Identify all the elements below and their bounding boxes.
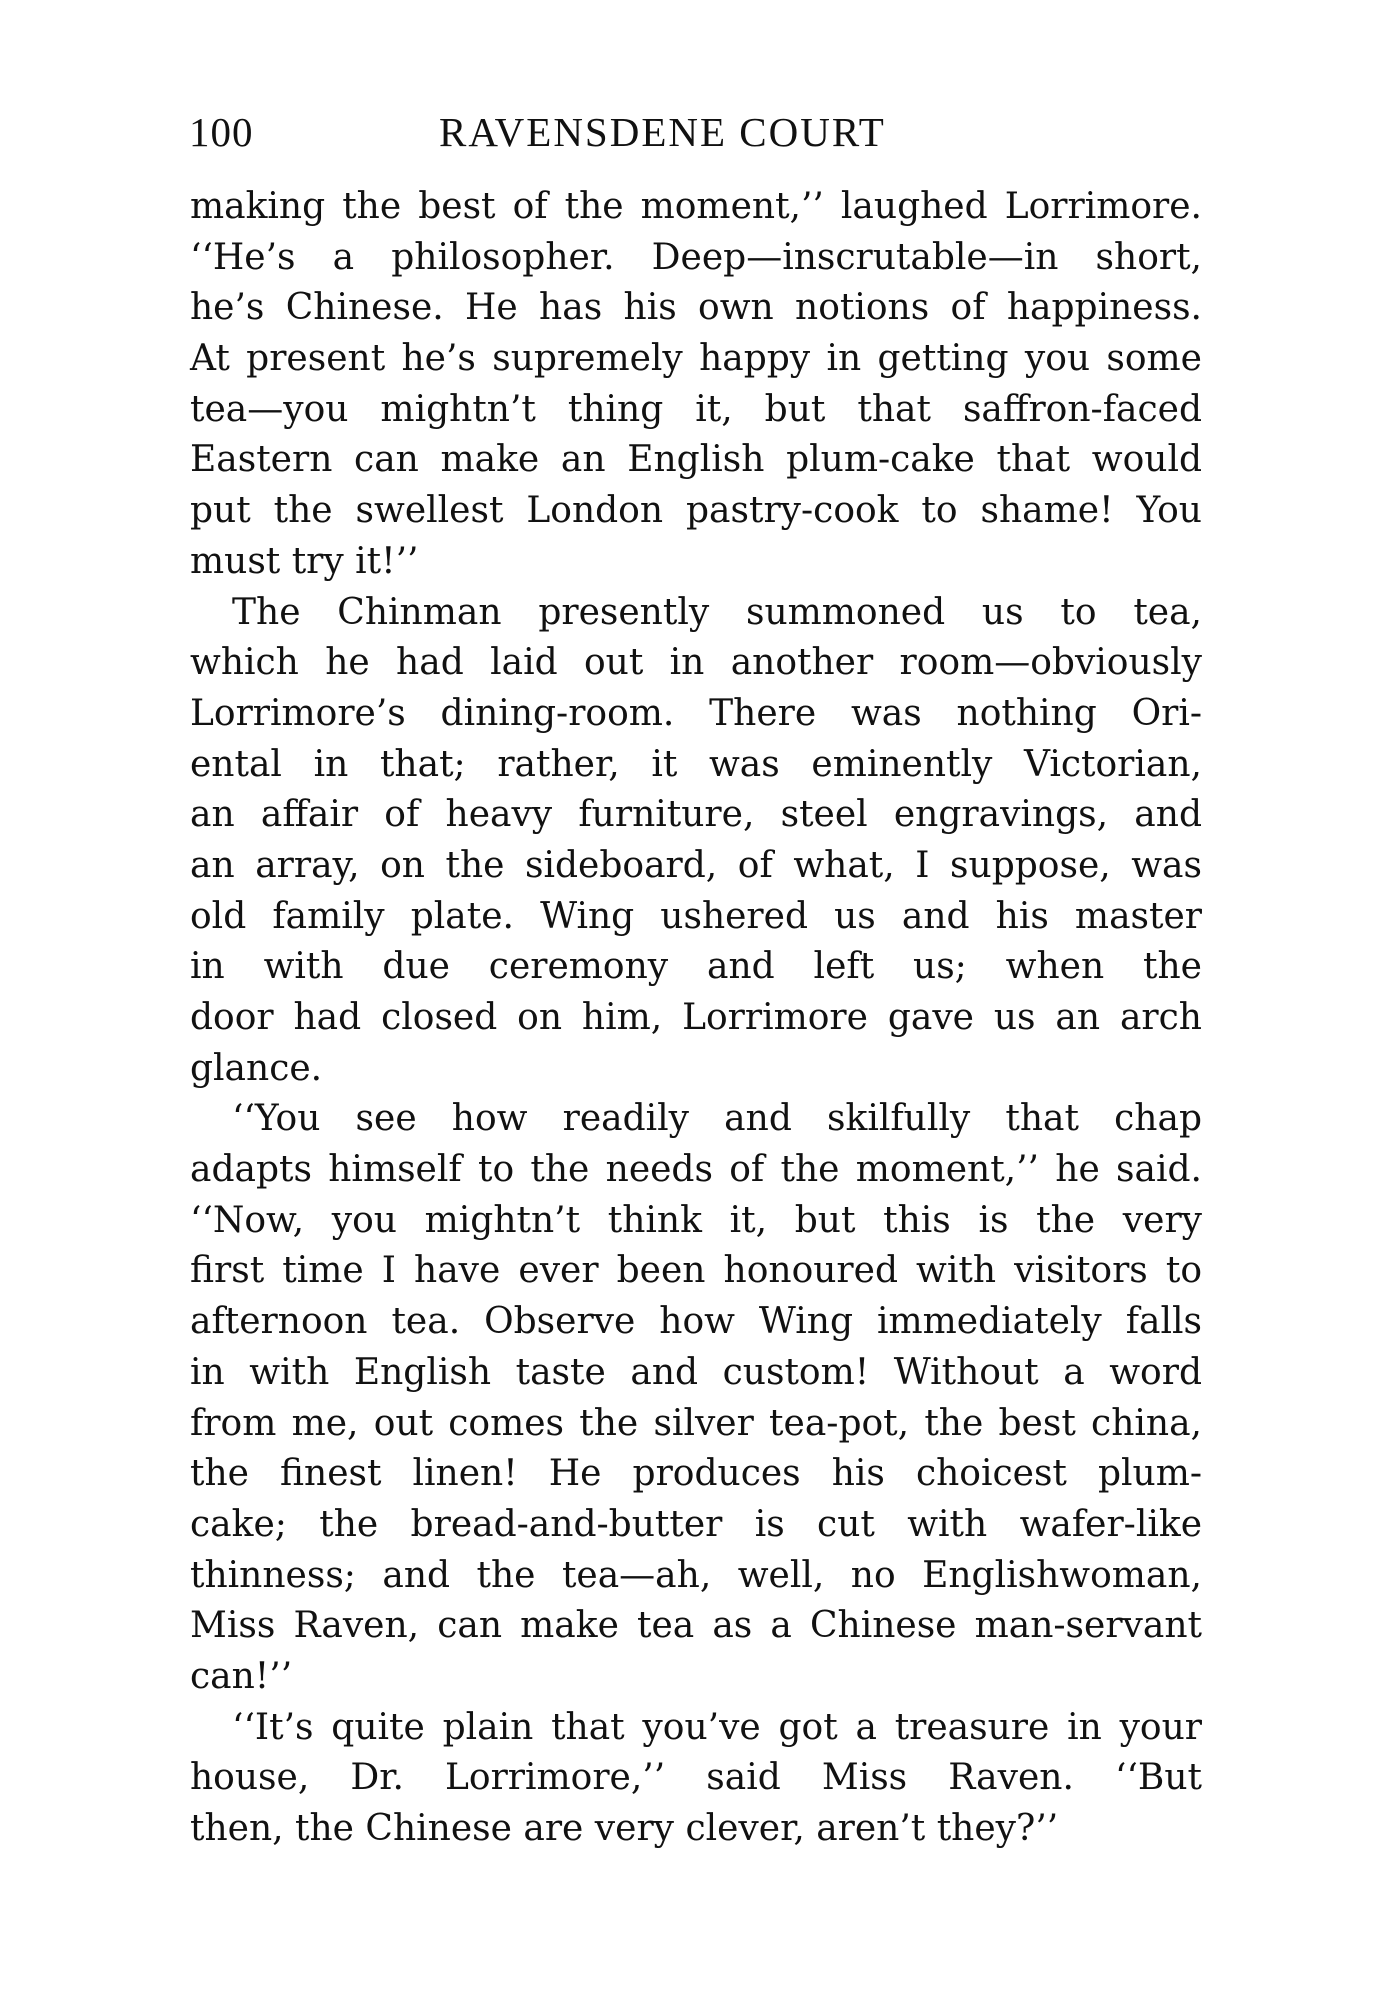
text-line: ental in that; rather, it was eminently Victorian, xyxy=(190,743,1202,785)
text-line: thinness; and the tea—ah, well, no Englishwoman, xyxy=(190,1554,1202,1596)
text-line: ‘‘You see how readily and skilfully that chap xyxy=(232,1098,1202,1140)
page-header xyxy=(189,108,949,168)
text-line: ‘‘Now, you mightn’t think it, but this is the very xyxy=(190,1199,1202,1241)
text-line: The Chinman presently summoned us to tea, xyxy=(232,591,1202,633)
text-line: glance. xyxy=(190,1047,323,1089)
text-line: in with English taste and custom! Without a word xyxy=(190,1351,1202,1393)
running-head: RAVENSDENE COURT xyxy=(439,109,886,155)
text-line: Lorrimore’s dining-room. There was nothing Ori- xyxy=(190,692,1202,734)
text-line: door had closed on him, Lorrimore gave us an arch xyxy=(190,997,1202,1038)
text-line: first time I have ever been honoured with visitors to xyxy=(190,1250,1202,1292)
text-line: ‘‘It’s quite plain that you’ve got a treasure in your xyxy=(232,1706,1202,1748)
text-line: Eastern can make an English plum-cake that would xyxy=(190,439,1202,481)
page-number: 100 xyxy=(189,109,254,155)
text-line: old family plate. Wing ushered us and his master xyxy=(190,895,1202,937)
text-line: he’s Chinese. He has his own notions of happiness. xyxy=(190,287,1202,329)
text-line: house, Dr. Lorrimore,’’ said Miss Raven. ‘‘But xyxy=(190,1757,1202,1799)
text-line: can!’’ xyxy=(190,1655,293,1697)
text-line: put the swellest London pastry-cook to shame! You xyxy=(190,490,1202,532)
text-line: making the best of the moment,’’ laughed Lorrimore. xyxy=(190,186,1202,227)
body-text xyxy=(190,182,1202,1855)
text-line: cake; the bread-and-butter is cut with wafer-like xyxy=(190,1503,1202,1545)
text-line: Miss Raven, can make tea as a Chinese man-servant xyxy=(190,1605,1202,1647)
text-line: tea—you mightn’t thing it, but that saffron-faced xyxy=(190,388,1202,430)
text-line: in with due ceremony and left us; when the xyxy=(190,946,1202,988)
text-line: from me, out comes the silver tea-pot, the best china, xyxy=(190,1402,1202,1444)
text-line: then, the Chinese are very clever, aren’t they?’’ xyxy=(190,1808,1059,1849)
text-line: an array, on the sideboard, of what, I suppose, was xyxy=(190,844,1202,886)
text-line: ‘‘He’s a philosopher. Deep—inscrutable—in short, xyxy=(190,236,1202,278)
text-line: the finest linen! He produces his choicest plum- xyxy=(190,1453,1202,1495)
text-line: an affair of heavy furniture, steel engravings, and xyxy=(190,794,1202,836)
text-line: adapts himself to the needs of the moment,’’ he said. xyxy=(190,1149,1202,1191)
text-line: afternoon tea. Observe how Wing immediately falls xyxy=(190,1301,1202,1343)
text-line: At present he’s supremely happy in getting you some xyxy=(190,338,1202,380)
text-line: which he had laid out in another room—obviously xyxy=(190,642,1202,684)
text-line: must try it!’’ xyxy=(190,540,419,582)
